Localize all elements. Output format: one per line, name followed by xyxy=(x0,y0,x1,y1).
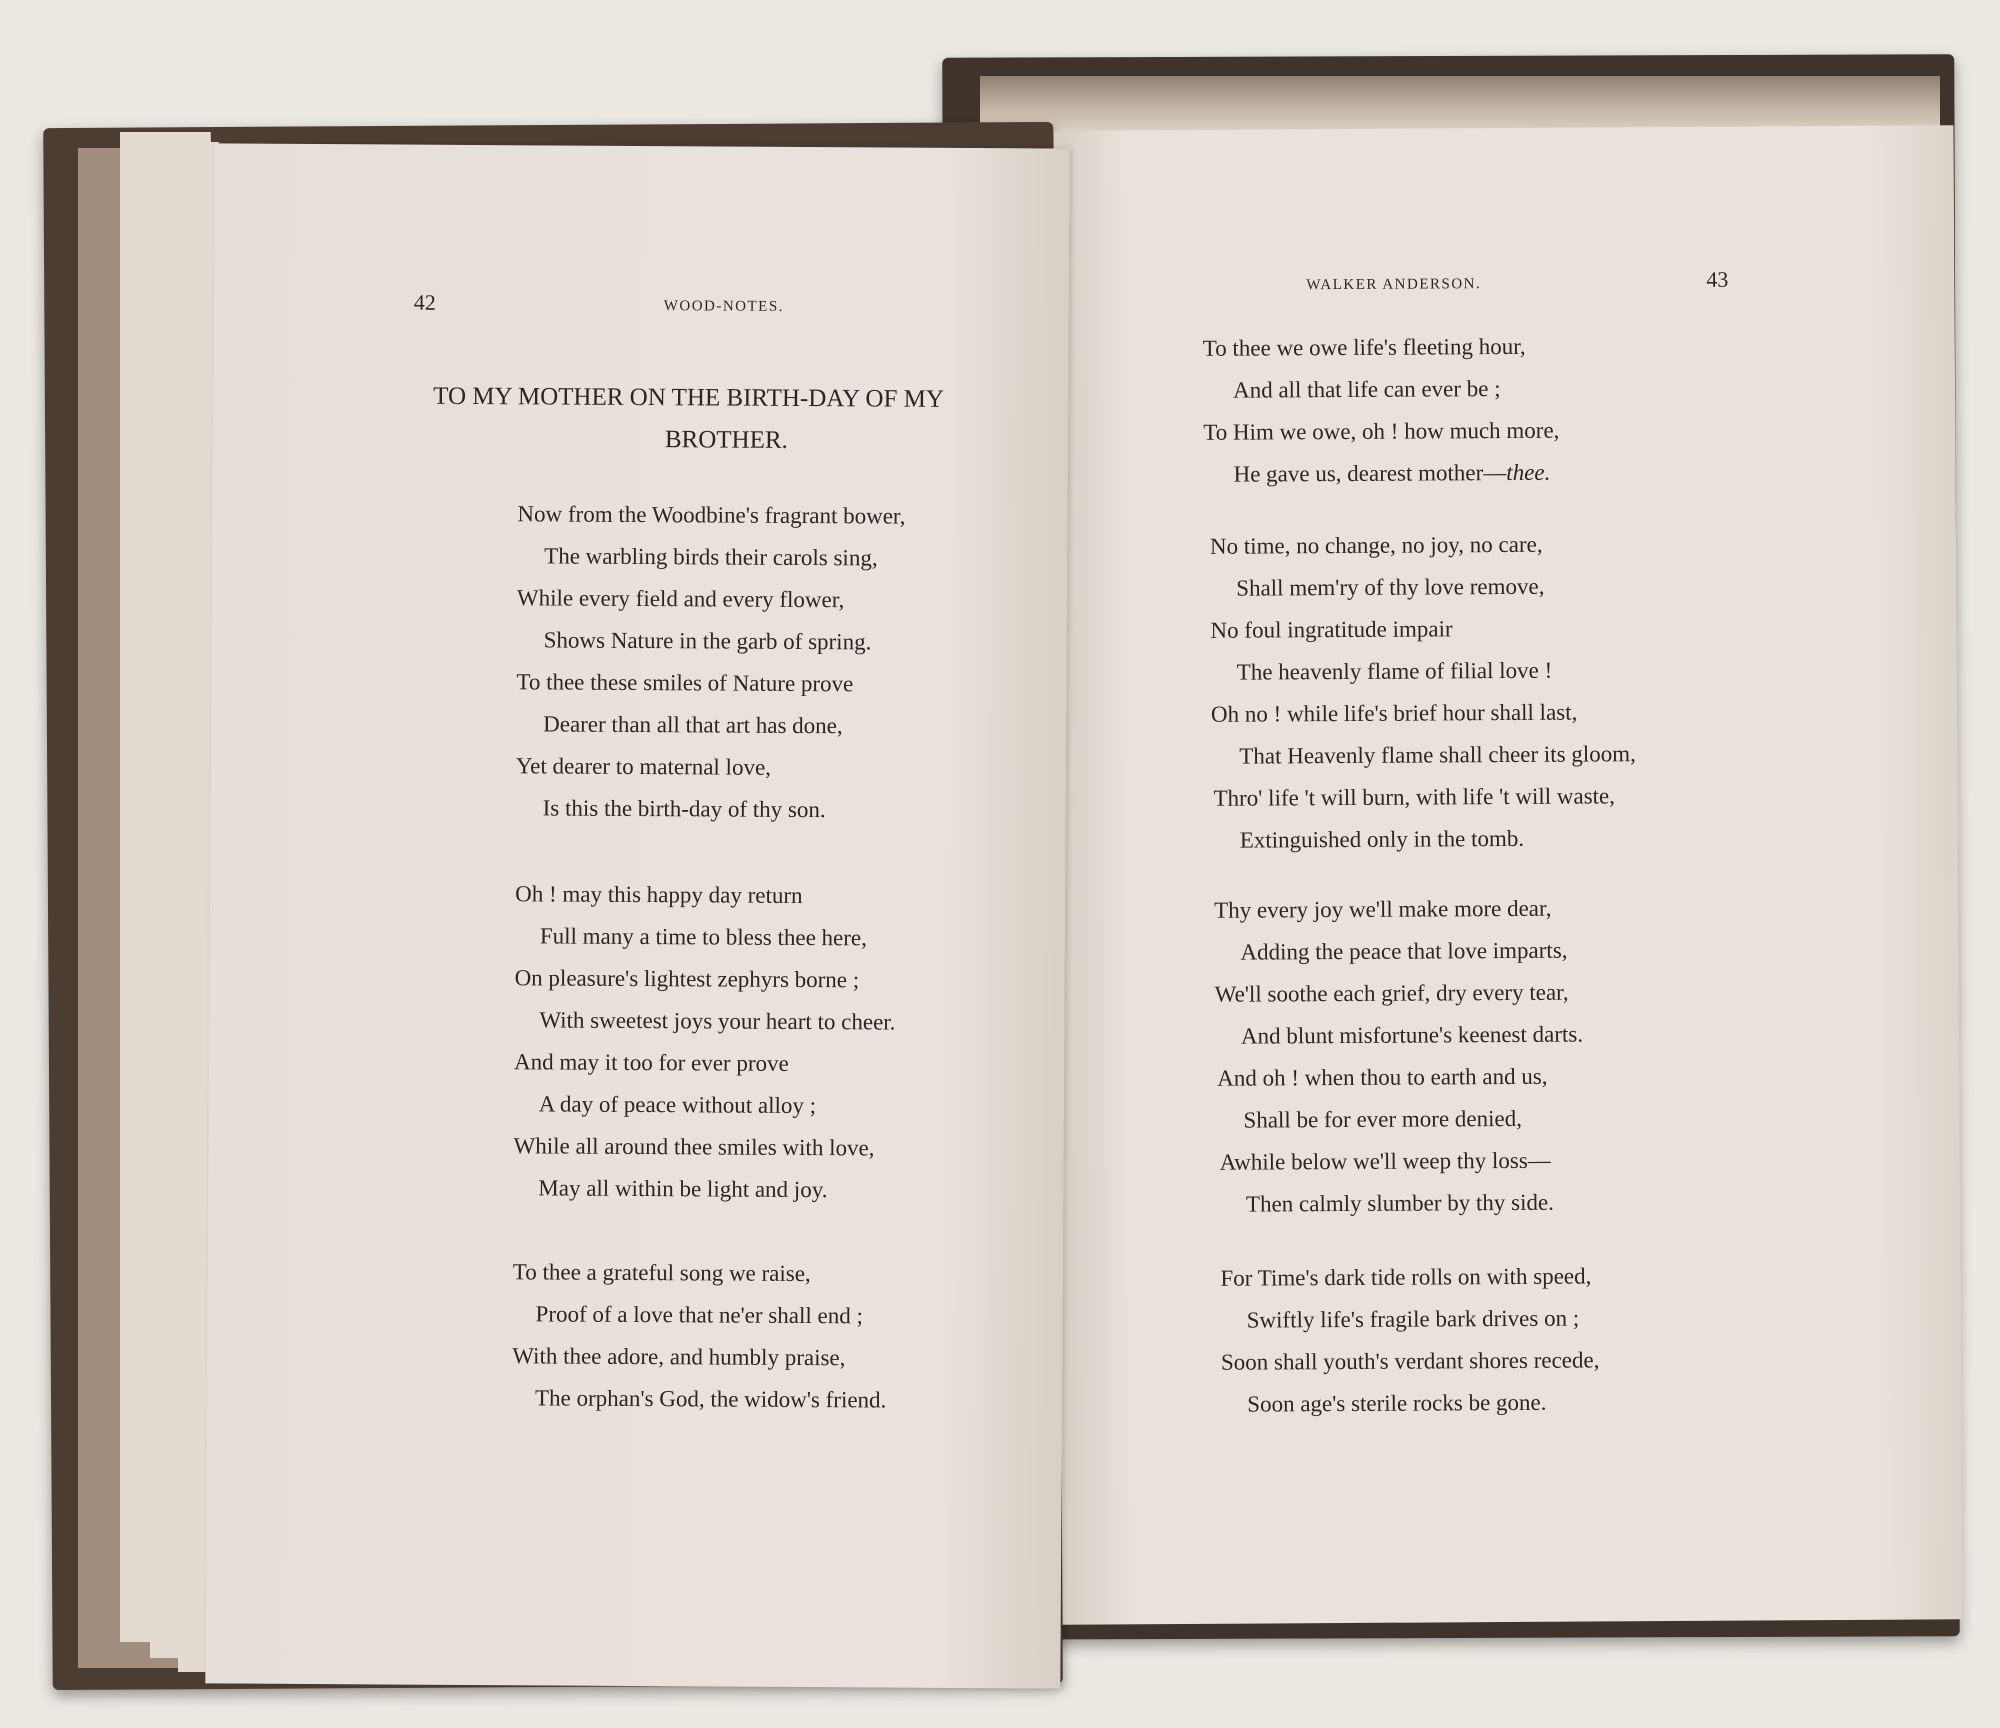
italic-word: thee. xyxy=(1506,459,1551,486)
verse-line: For Time's dark tide rolls on with speed, xyxy=(1220,1263,1592,1291)
verse-line: Now from the Woodbine's fragrant bower, xyxy=(517,501,906,529)
verse-line: Thro' life 't will burn, with life 't will waste, xyxy=(1213,783,1616,811)
verse-line: While every field and every flower, xyxy=(516,585,845,613)
verse-line: Awhile below we'll weep thy loss— xyxy=(1219,1147,1551,1175)
verse-line: Oh ! may this happy day return xyxy=(515,881,803,909)
verse-line: A day of peace without alloy ; xyxy=(538,1091,817,1119)
verse-line: To thee a grateful song we raise, xyxy=(512,1259,811,1287)
verse-line: No time, no change, no joy, no care, xyxy=(1209,531,1543,559)
verse-line: Full many a time to bless thee here, xyxy=(539,923,867,951)
verse-line: And blunt misfortune's keenest darts. xyxy=(1240,1021,1584,1049)
right-page xyxy=(1053,125,1962,1624)
verse-line: Thy every joy we'll make more dear, xyxy=(1214,895,1552,923)
verse-line: Shall mem'ry of thy love remove, xyxy=(1236,573,1545,601)
page-block-top-edge xyxy=(980,76,1940,131)
verse-line: That Heavenly flame shall cheer its gloom, xyxy=(1239,741,1636,769)
verse-line: Yet dearer to maternal love, xyxy=(515,753,772,780)
verse-line: Soon age's sterile rocks be gone. xyxy=(1247,1389,1547,1417)
verse-line: May all within be light and joy. xyxy=(538,1175,828,1203)
verse-line: Swiftly life's fragile bark drives on ; xyxy=(1246,1305,1580,1333)
left-page xyxy=(205,143,1069,1688)
verse-line: No foul ingratitude impair xyxy=(1210,616,1453,643)
running-head: WOOD-NOTES. xyxy=(663,298,785,315)
verse-line: Soon shall youth's verdant shores recede, xyxy=(1220,1347,1600,1375)
verse-line: Shall be for ever more denied, xyxy=(1243,1105,1523,1133)
running-head: WALKER ANDERSON. xyxy=(1306,276,1482,294)
verse-line: And may it too for ever prove xyxy=(514,1049,789,1076)
page-number: 43 xyxy=(1706,266,1729,292)
verse-line: With sweetest joys your heart to cheer. xyxy=(539,1007,896,1035)
verse-line: The orphan's God, the widow's friend. xyxy=(534,1385,887,1413)
verse-line: With thee adore, and humbly praise, xyxy=(512,1343,846,1371)
verse-line: We'll soothe each grief, dry every tear, xyxy=(1214,979,1569,1007)
verse-line: He gave us, dearest mother—thee. xyxy=(1233,459,1551,487)
verse-line: Dearer than all that art has done, xyxy=(543,711,843,739)
verse-line: To thee we owe life's fleeting hour, xyxy=(1202,333,1526,361)
verse-line: The warbling birds their carols sing, xyxy=(544,543,878,571)
verse-line: The heavenly flame of filial love ! xyxy=(1236,657,1553,685)
verse-line: Oh no ! while life's brief hour shall last, xyxy=(1210,699,1578,727)
verse-line: Adding the peace that love imparts, xyxy=(1240,937,1568,965)
verse-line: On pleasure's lightest zephyrs borne ; xyxy=(514,965,860,993)
verse-line: Is this the birth-day of thy son. xyxy=(542,795,826,823)
verse-line: Shows Nature in the garb of spring. xyxy=(543,627,872,655)
verse-line: To thee these smiles of Nature prove xyxy=(516,669,854,697)
verse-line: And all that life can ever be ; xyxy=(1232,376,1501,403)
verse-line: While all around thee smiles with love, xyxy=(513,1133,875,1161)
verse-line: And oh ! when thou to earth and us, xyxy=(1217,1063,1548,1091)
page-number: 42 xyxy=(413,289,436,315)
verse-line: Proof of a love that ne'er shall end ; xyxy=(535,1301,863,1329)
poem-title: BROTHER. xyxy=(664,426,788,454)
verse-line: To Him we owe, oh ! how much more, xyxy=(1203,417,1560,445)
poem-title: TO MY MOTHER ON THE BIRTH-DAY OF MY xyxy=(433,382,945,413)
verse-line: Extinguished only in the tomb. xyxy=(1239,825,1525,853)
verse-line: Then calmly slumber by thy side. xyxy=(1245,1189,1554,1217)
